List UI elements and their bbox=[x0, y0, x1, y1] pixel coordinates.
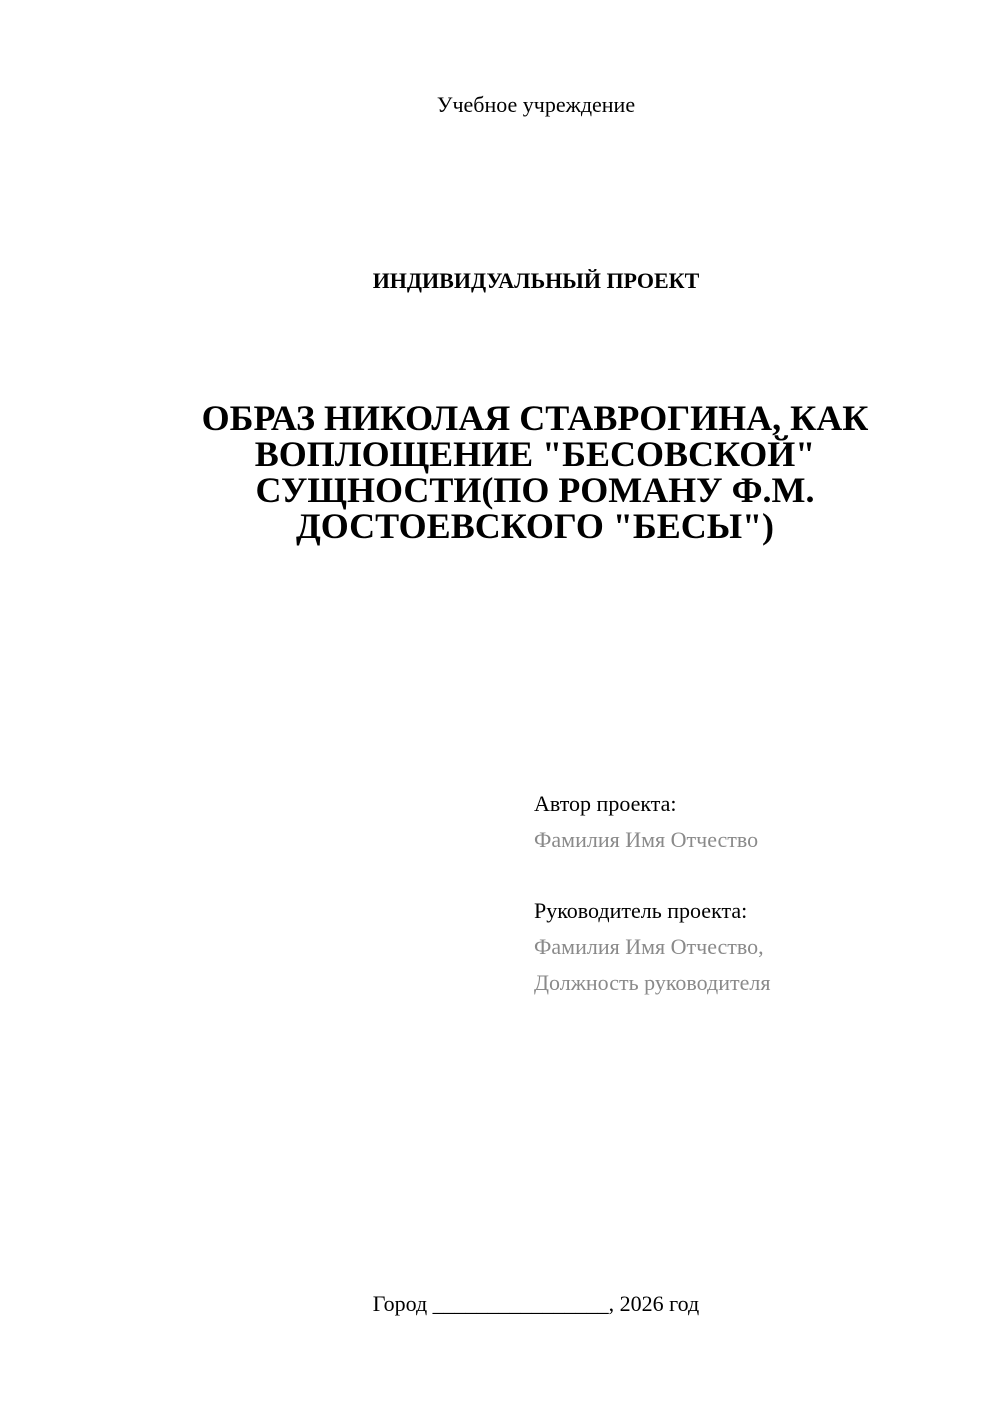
project-title-line: ВОПЛОЩЕНИЕ "БЕСОВСКОЙ" bbox=[254, 434, 816, 474]
author-label: Автор проекта: bbox=[534, 791, 677, 816]
supervisor-label: Руководитель проекта: bbox=[534, 898, 748, 923]
project-title-line: ДОСТОЕВСКОГО "БЕСЫ") bbox=[295, 506, 775, 546]
institution-name: Учебное учреждение bbox=[436, 92, 636, 117]
author-block bbox=[534, 786, 758, 858]
project-title-line: ОБРАЗ НИКОЛАЯ СТАВРОГИНА, КАК bbox=[201, 398, 869, 438]
author-name: Фамилия Имя Отчество bbox=[534, 827, 759, 852]
supervisor-block bbox=[534, 893, 770, 1001]
document-type: ИНДИВИДУАЛЬНЫЙ ПРОЕКТ bbox=[372, 268, 700, 293]
supervisor-name: Фамилия Имя Отчество, bbox=[534, 934, 764, 959]
city-year-line: Город ________________, 2026 год bbox=[372, 1291, 700, 1316]
supervisor-position: Должность руководителя bbox=[534, 970, 771, 995]
project-title bbox=[170, 400, 900, 544]
project-title-line: СУЩНОСТИ(ПО РОМАНУ Ф.М. bbox=[255, 470, 815, 510]
